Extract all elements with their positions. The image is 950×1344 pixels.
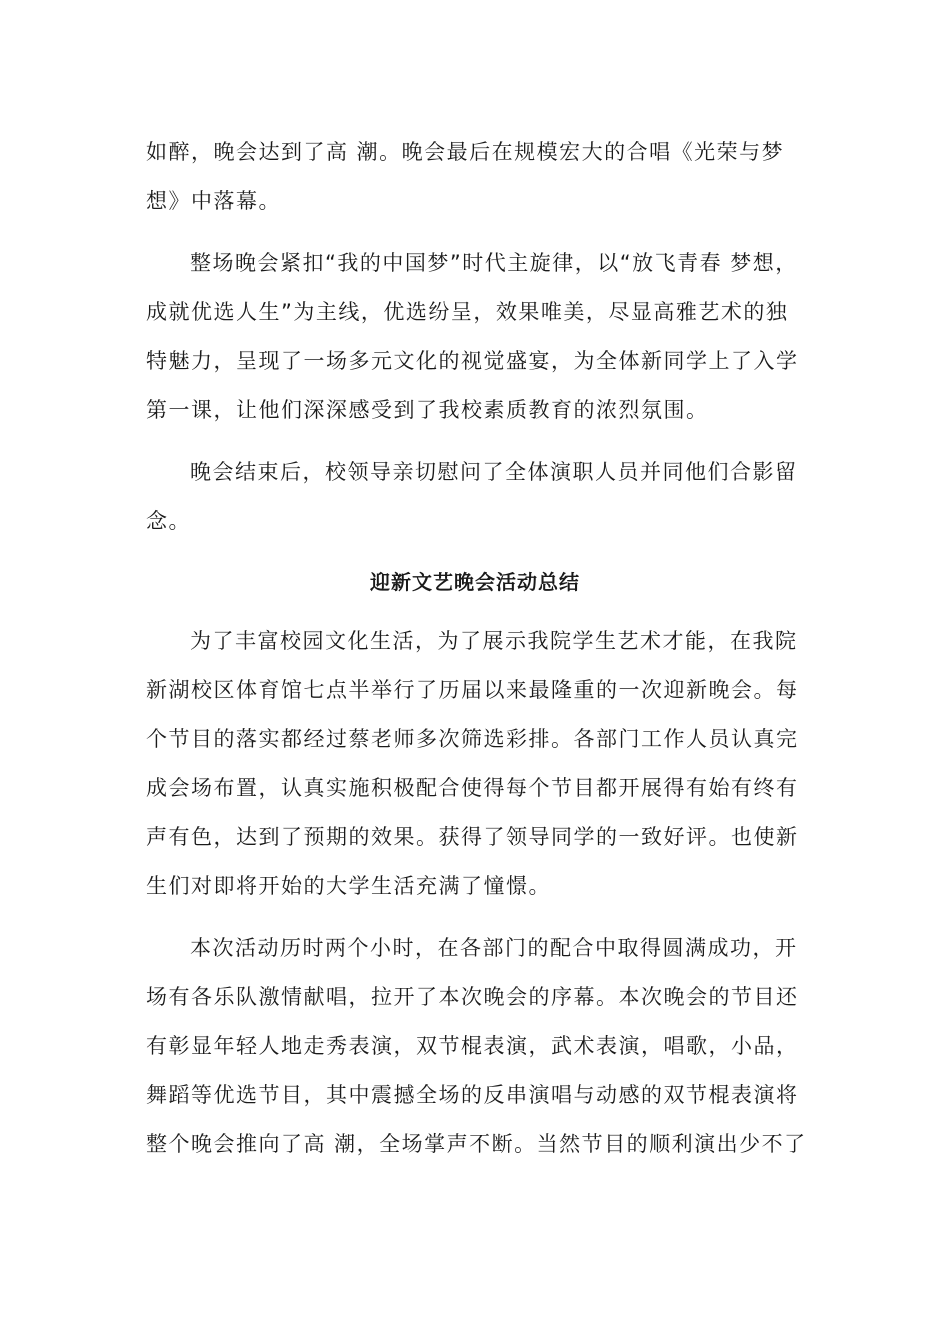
paragraph-line: 舞蹈等优选节目，其中震撼全场的反串演唱与动感的双节棍表演将 bbox=[146, 1083, 799, 1107]
paragraph-line: 成就优选人生”为主线，优选纷呈，效果唯美，尽显高雅艺术的独 bbox=[146, 300, 789, 324]
paragraph-line: 想》中落幕。 bbox=[146, 189, 281, 213]
paragraph-line: 声有色，达到了预期的效果。获得了领导同学的一致好评。也使新 bbox=[146, 825, 799, 849]
paragraph-line: 整场晚会紧扣“我的中国梦”时代主旋律，以“放飞青春 梦想， bbox=[190, 251, 798, 275]
paragraph-line: 场有各乐队激情献唱，拉开了本次晚会的序幕。本次晚会的节目还 bbox=[146, 985, 799, 1009]
paragraph-line: 为了丰富校园文化生活，为了展示我院学生艺术才能，在我院 bbox=[190, 629, 798, 653]
paragraph-line: 念。 bbox=[146, 509, 191, 533]
section-title: 迎新文艺晚会活动总结 bbox=[370, 570, 580, 594]
paragraph-line: 本次活动历时两个小时，在各部门的配合中取得圆满成功，开 bbox=[190, 936, 798, 960]
paragraph-line: 成会场布置，认真实施积极配合使得每个节目都开展得有始有终有 bbox=[146, 776, 799, 800]
paragraph-line: 个节目的落实都经过蔡老师多次筛选彩排。各部门工作人员认真完 bbox=[146, 727, 799, 751]
paragraph-line: 如醉，晚会达到了高 潮。晚会最后在规模宏大的合唱《光荣与梦 bbox=[146, 140, 785, 164]
paragraph-line: 晚会结束后，校领导亲切慰问了全体演职人员并同他们合影留 bbox=[190, 460, 798, 484]
paragraph-line: 特魅力，呈现了一场多元文化的视觉盛宴，为全体新同学上了入学 bbox=[146, 349, 799, 373]
paragraph-line: 有彰显年轻人地走秀表演，双节棍表演，武术表演，唱歌，小品， bbox=[146, 1034, 799, 1058]
paragraph-line: 新湖校区体育馆七点半举行了历届以来最隆重的一次迎新晚会。每 bbox=[146, 678, 799, 702]
paragraph-line: 生们对即将开始的大学生活充满了憧憬。 bbox=[146, 874, 551, 898]
paragraph-line: 第一课，让他们深深感受到了我校素质教育的浓烈氛围。 bbox=[146, 398, 709, 422]
paragraph-line: 整个晚会推向了高 潮，全场掌声不断。当然节目的顺利演出少不了 bbox=[146, 1132, 807, 1156]
